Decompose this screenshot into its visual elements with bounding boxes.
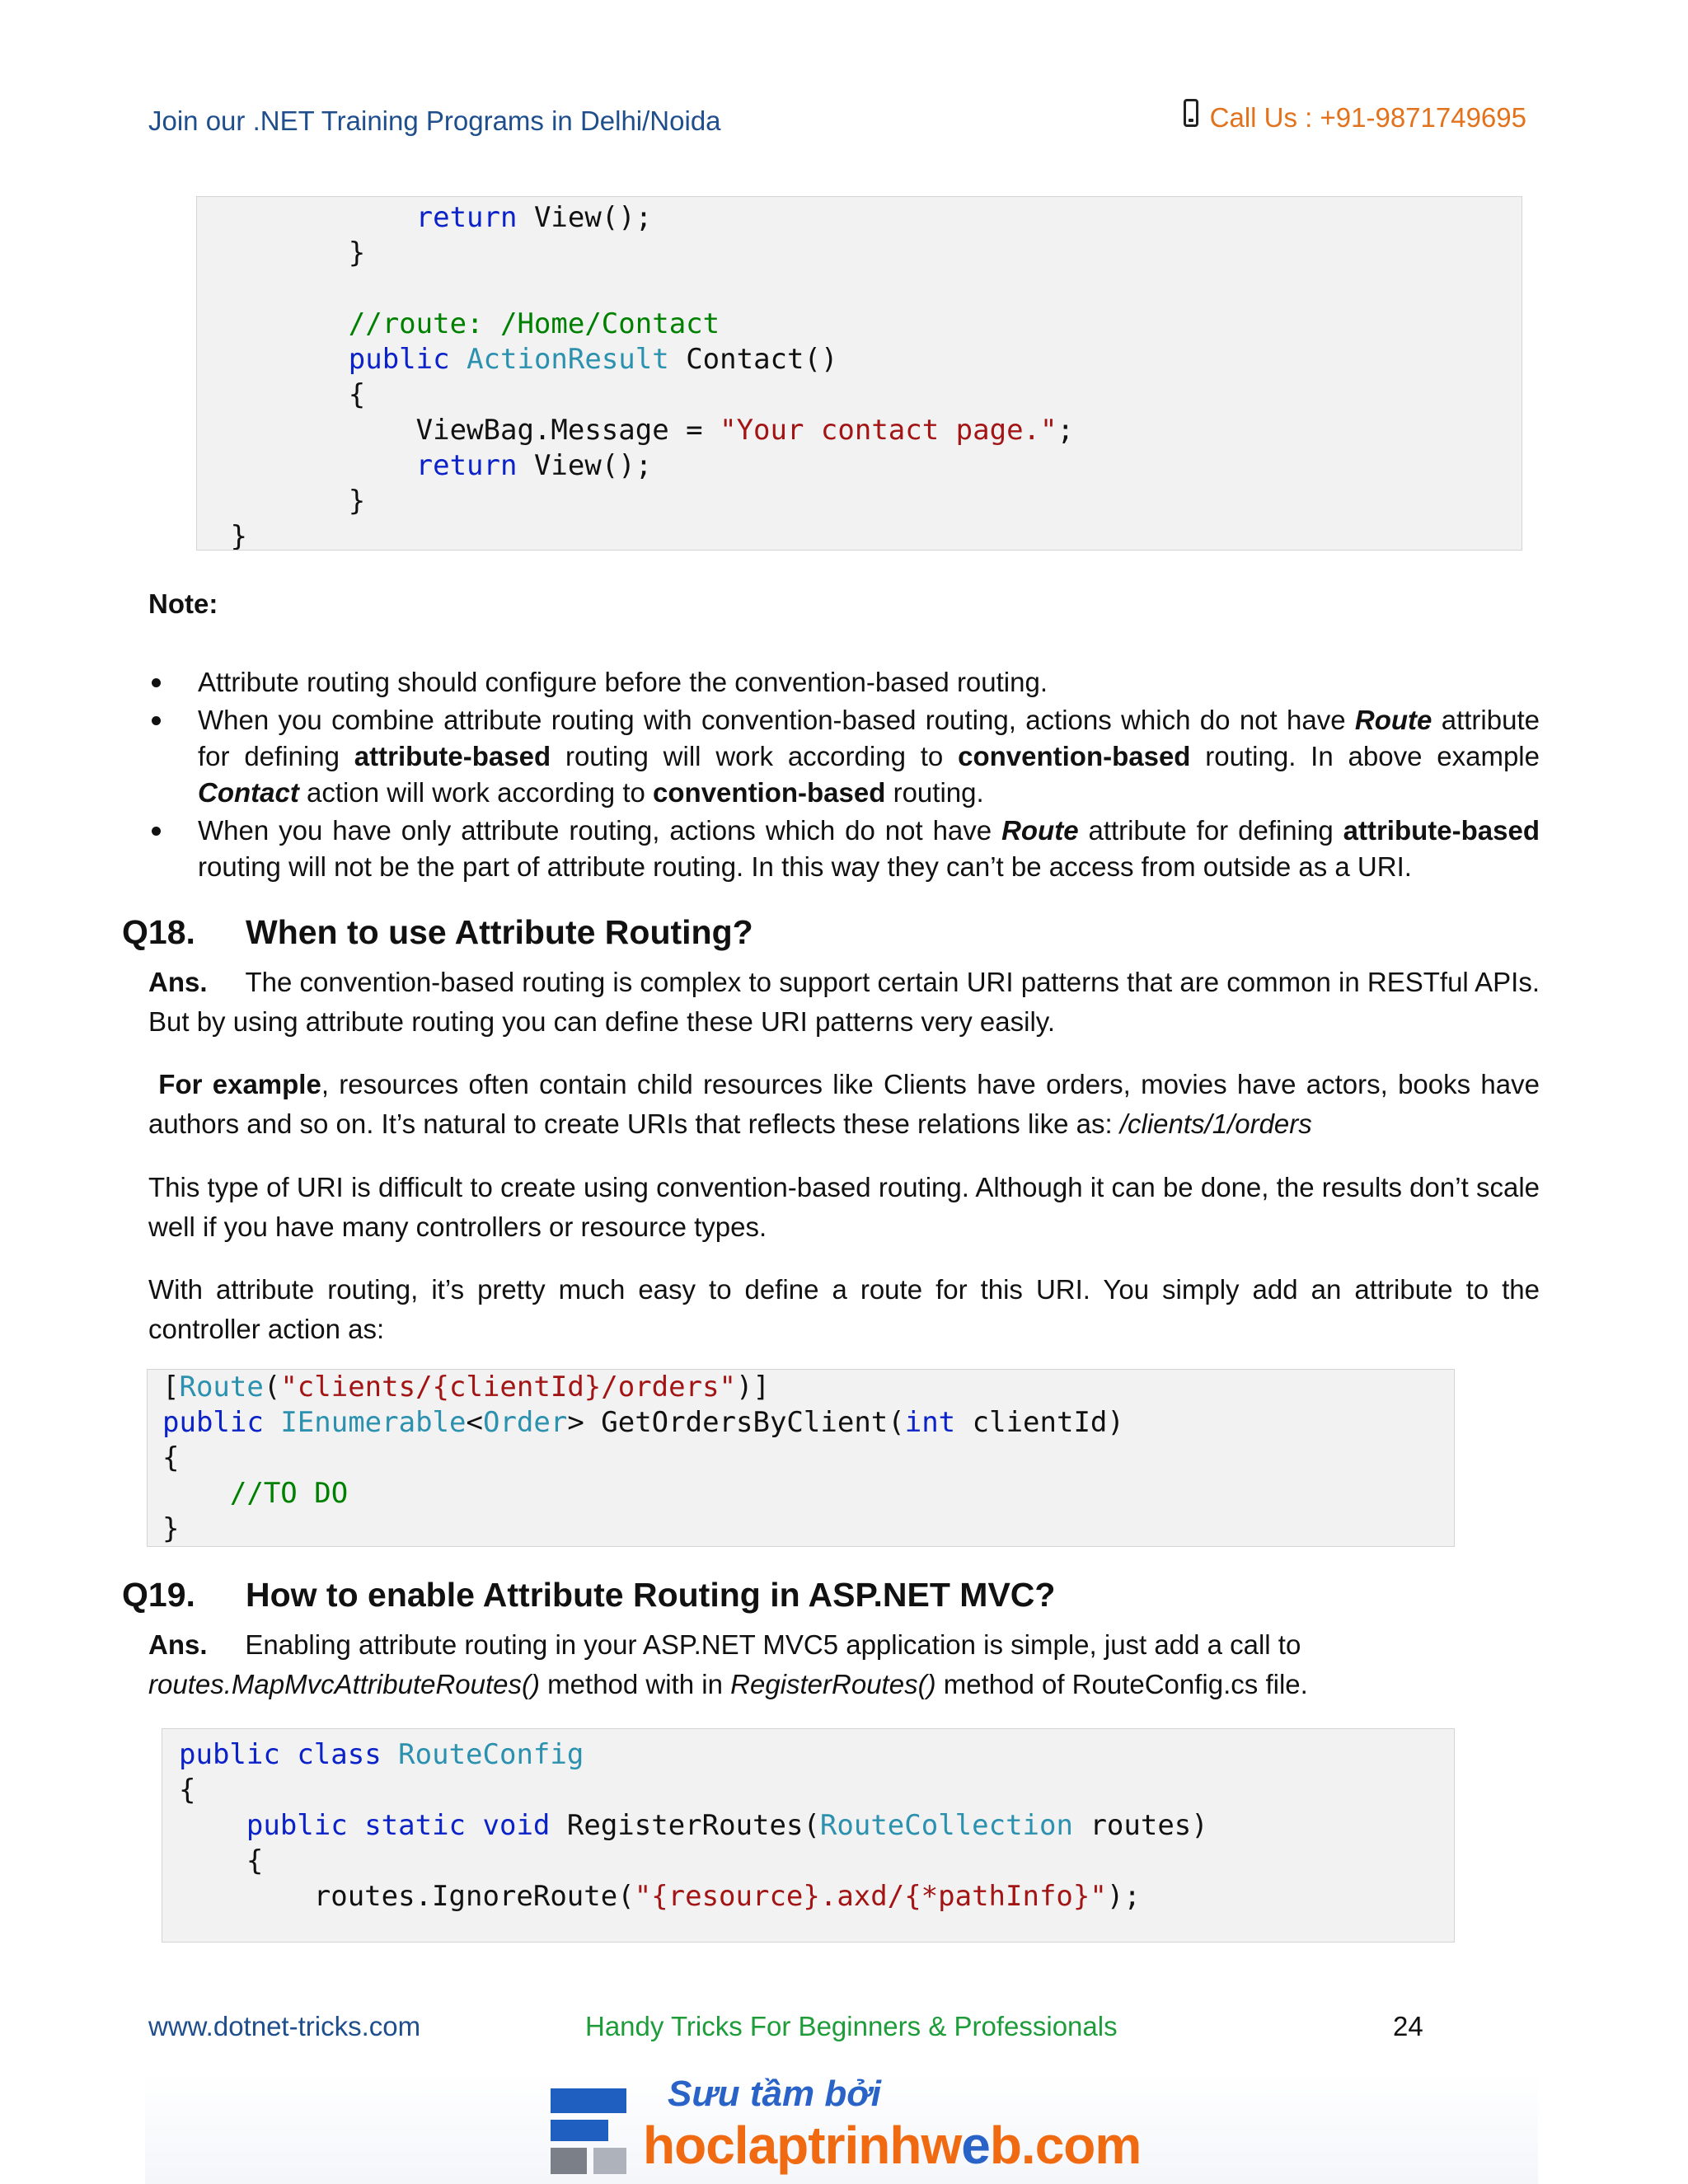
code-line: {: [179, 1844, 264, 1877]
footer-tagline: Handy Tricks For Beginners & Professionals: [585, 2011, 1118, 2041]
q18-example-paragraph: For example, resources often contain child resources like Clients have orders, movies have actors, books have authors and so on. It’s natural to create URIs that reflects these relations like as: /clients/1/orders: [148, 1069, 1540, 1139]
bullet-icon: [152, 716, 161, 725]
code-line: public IEnumerable<Order> GetOrdersByClient(int clientId): [162, 1406, 1124, 1439]
code-line: [213, 271, 1522, 307]
question-title: How to enable Attribute Routing in ASP.NET MVC?: [246, 1576, 1056, 1614]
code-line: ViewBag.Message = "Your contact page.";: [213, 414, 1074, 447]
watermark-site-name: hoclaptrinhweb.com: [643, 2116, 1142, 2175]
bullet-icon: [152, 678, 161, 687]
code-line: {: [213, 378, 366, 411]
code-line: //route: /Home/Contact: [348, 307, 720, 340]
q19-answer: [148, 1625, 1540, 1704]
code-line: {: [162, 1441, 180, 1474]
q18-paragraph-3: With attribute routing, it’s pretty much easy to define a route for this URI. You simply add an attribute to the controller action as:: [148, 1274, 1540, 1344]
page-number: 24: [1393, 2011, 1423, 2041]
answer-text: Enabling attribute routing in your ASP.NET MVC5 application is simple, just add a call to routes.MapMvcAttributeRoutes() method with in RegisterRoutes() method of RouteConfig.cs file.: [148, 1629, 1308, 1699]
note-label: Note:: [148, 588, 218, 619]
code-line: }: [162, 1512, 180, 1545]
code-block-route-attribute: [147, 1369, 1455, 1547]
footer-site-link[interactable]: www.dotnet-tricks.com: [148, 2011, 421, 2041]
code-line: [Route("clients/{clientId}/orders")]: [162, 1371, 770, 1404]
code-line: routes.IgnoreRoute("{resource}.axd/{*pathInfo}");: [179, 1880, 1141, 1913]
watermark-logo-icon: [551, 2083, 626, 2174]
code-line: //TO DO: [229, 1477, 349, 1510]
code-line: }: [213, 237, 366, 269]
code-line: public ActionResult Contact(): [348, 343, 838, 376]
code-line: {: [179, 1774, 196, 1807]
note-bullet-list: [148, 664, 1540, 887]
answer-label: Ans.: [148, 1629, 208, 1660]
question-19-heading: [122, 1576, 1055, 1615]
q18-paragraph-2: This type of URI is difficult to create using convention-based routing. Although it can be done, the results don’t scale well if you have many controllers or resource types.: [148, 1172, 1540, 1242]
code-line: }: [213, 520, 247, 551]
code-line: return View();: [415, 201, 653, 234]
question-18-heading: [122, 913, 753, 952]
code-line: }: [213, 485, 366, 518]
header-call-us[interactable]: [1184, 102, 1526, 134]
question-title: When to use Attribute Routing?: [246, 913, 753, 951]
note-bullet-item: When you combine attribute routing with convention-based routing, actions which do not have Route attribute for defining attribute-based routing will work according to convention-based routing. In above example Contact action will work according to convention-based routing.: [148, 702, 1540, 811]
code-line: public static void RegisterRoutes(RouteCollection routes): [246, 1809, 1208, 1842]
phone-icon: [1184, 99, 1198, 127]
code-line: return View();: [415, 449, 653, 482]
question-number: Q19.: [122, 1576, 195, 1614]
call-us-text: Call Us : +91-9871749695: [1209, 102, 1526, 133]
answer-text: The convention-based routing is complex to support certain URI patterns that are common in RESTful APIs. But by using attribute routing you can define these URI patterns very easily.: [148, 967, 1540, 1037]
note-bullet-item: When you have only attribute routing, actions which do not have Route attribute for defining attribute-based routing will not be the part of attribute routing. In this way they can’t be access from outside as a URI.: [148, 813, 1540, 885]
code-block-home-controller: [196, 196, 1522, 551]
answer-label: Ans.: [148, 967, 208, 997]
watermark-caption: Sưu tầm bởi: [668, 2074, 881, 2114]
bullet-icon: [152, 827, 161, 836]
header-training-link[interactable]: Join our .NET Training Programs in Delhi/Noida: [148, 105, 721, 136]
q18-answer: [148, 963, 1540, 1042]
note-bullet-item: Attribute routing should configure before the convention-based routing.: [148, 664, 1540, 701]
code-block-route-config: [162, 1728, 1455, 1943]
code-line: public class RouteConfig: [179, 1738, 584, 1771]
question-number: Q18.: [122, 913, 195, 951]
